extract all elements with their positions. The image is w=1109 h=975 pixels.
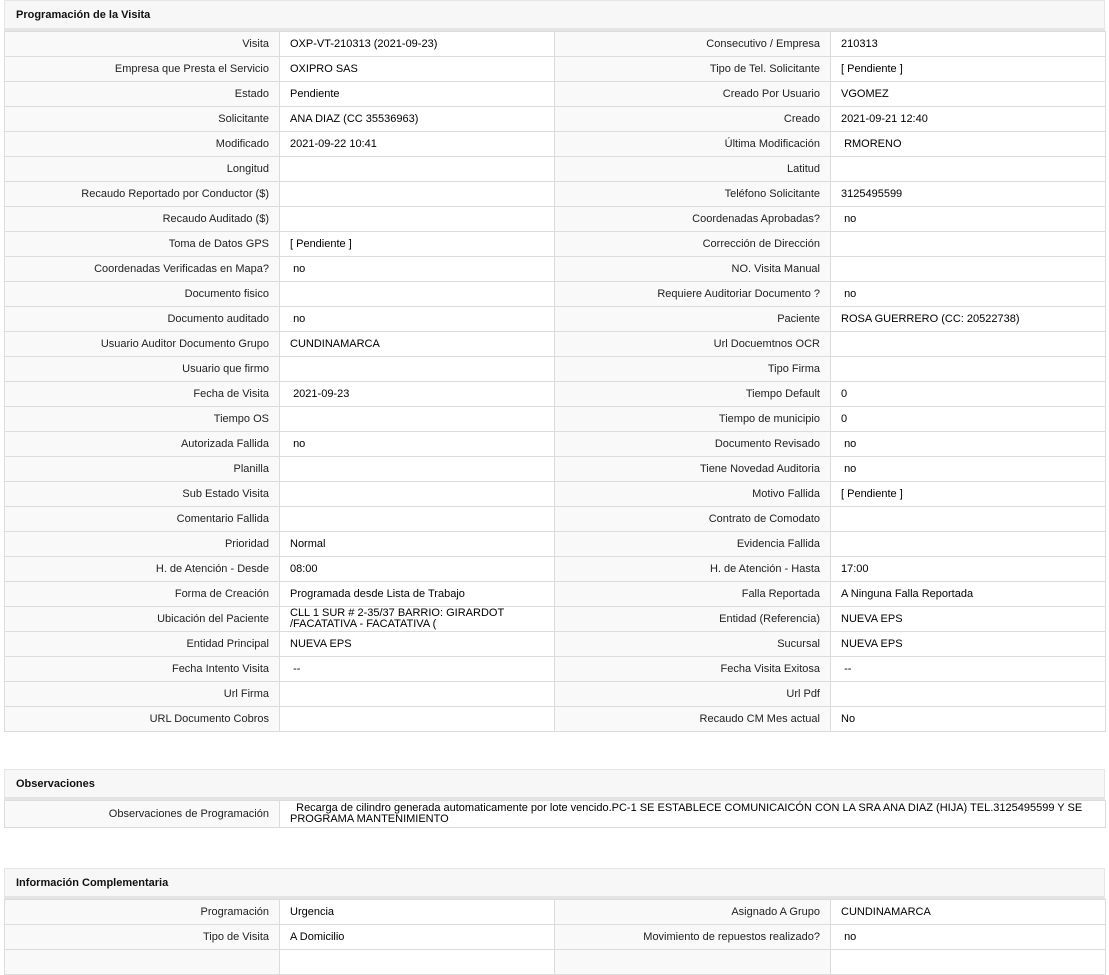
complementaria-header: Información Complementaria: [4, 868, 1105, 899]
field-label: NO. Visita Manual: [555, 257, 831, 282]
field-value: no: [831, 207, 1106, 232]
field-value: 2021-09-22 10:41: [280, 132, 555, 157]
field-value: --: [831, 657, 1106, 682]
field-label: H. de Atención - Hasta: [555, 557, 831, 582]
field-value: VGOMEZ: [831, 82, 1106, 107]
field-value: 0: [831, 382, 1106, 407]
table-row: [5, 682, 1106, 707]
table-row: [5, 432, 1106, 457]
field-value: [280, 207, 555, 232]
field-value: OXP-VT-210313 (2021-09-23): [280, 32, 555, 57]
field-value: 2021-09-21 12:40: [831, 107, 1106, 132]
field-value: no: [831, 925, 1106, 950]
field-value: ANA DIAZ (CC 35536963): [280, 107, 555, 132]
table-row: [5, 925, 1106, 950]
field-label: Tiempo de municipio: [555, 407, 831, 432]
field-value: No: [831, 707, 1106, 732]
field-value: Urgencia: [280, 900, 555, 925]
field-label: Prioridad: [5, 532, 280, 557]
field-value: A Domicilio: [280, 925, 555, 950]
field-value: [831, 257, 1106, 282]
field-label: Consecutivo / Empresa: [555, 32, 831, 57]
table-row: [5, 257, 1106, 282]
field-value: no: [280, 307, 555, 332]
table-row: [5, 657, 1106, 682]
field-value: Normal: [280, 532, 555, 557]
field-label: Falla Reportada: [555, 582, 831, 607]
table-row: [5, 707, 1106, 732]
field-value: 210313: [831, 32, 1106, 57]
field-label: [5, 950, 280, 975]
table-row: [5, 532, 1106, 557]
field-label: Movimiento de repuestos realizado?: [555, 925, 831, 950]
field-value: [831, 332, 1106, 357]
field-value: [280, 707, 555, 732]
field-value: CLL 1 SUR # 2-35/37 BARRIO: GIRARDOT /FACATATIVA - FACATATIVA (: [280, 607, 555, 632]
field-label: Documento Revisado: [555, 432, 831, 457]
field-label: Url Docuemtnos OCR: [555, 332, 831, 357]
field-label: Coordenadas Verificadas en Mapa?: [5, 257, 280, 282]
table-row: [5, 801, 1106, 828]
field-label: Evidencia Fallida: [555, 532, 831, 557]
field-label: Motivo Fallida: [555, 482, 831, 507]
field-label: Fecha Intento Visita: [5, 657, 280, 682]
field-label: Forma de Creación: [5, 582, 280, 607]
field-label: Entidad Principal: [5, 632, 280, 657]
field-label: Observaciones de Programación: [5, 801, 280, 828]
field-value: RMORENO: [831, 132, 1106, 157]
field-label: Requiere Auditoriar Documento ?: [555, 282, 831, 307]
field-label: Ubicación del Paciente: [5, 607, 280, 632]
field-value: CUNDINAMARCA: [831, 900, 1106, 925]
field-label: Recaudo Reportado por Conductor ($): [5, 182, 280, 207]
field-value: [280, 182, 555, 207]
field-label: Creado: [555, 107, 831, 132]
field-label: Usuario que firmo: [5, 357, 280, 382]
field-label: Longitud: [5, 157, 280, 182]
programacion-panel: [4, 0, 1105, 732]
field-label: Última Modificación: [555, 132, 831, 157]
table-row: [5, 132, 1106, 157]
table-row: [5, 282, 1106, 307]
field-label: Paciente: [555, 307, 831, 332]
field-value: NUEVA EPS: [280, 632, 555, 657]
table-row: [5, 582, 1106, 607]
field-value: [831, 507, 1106, 532]
table-row: [5, 632, 1106, 657]
field-label: Url Pdf: [555, 682, 831, 707]
table-row: [5, 307, 1106, 332]
field-value: [280, 282, 555, 307]
field-value: no: [831, 457, 1106, 482]
field-label: Tipo de Visita: [5, 925, 280, 950]
table-row: [5, 357, 1106, 382]
table-row: [5, 182, 1106, 207]
field-value: [ Pendiente ]: [831, 57, 1106, 82]
table-row: [5, 32, 1106, 57]
field-value: [831, 357, 1106, 382]
field-label: Planilla: [5, 457, 280, 482]
field-label: Teléfono Solicitante: [555, 182, 831, 207]
table-row: [5, 457, 1106, 482]
field-value: [280, 507, 555, 532]
field-value: [280, 482, 555, 507]
field-label: Tipo de Tel. Solicitante: [555, 57, 831, 82]
field-label: Solicitante: [5, 107, 280, 132]
field-label: Sub Estado Visita: [5, 482, 280, 507]
field-value: [280, 682, 555, 707]
table-row: [5, 232, 1106, 257]
field-value: ROSA GUERRERO (CC: 20522738): [831, 307, 1106, 332]
table-row: [5, 57, 1106, 82]
table-row: [5, 900, 1106, 925]
field-value: no: [831, 282, 1106, 307]
table-row: [5, 950, 1106, 975]
table-row: [5, 157, 1106, 182]
field-label: Empresa que Presta el Servicio: [5, 57, 280, 82]
complementaria-panel: [4, 868, 1105, 975]
field-label: Corrección de Dirección: [555, 232, 831, 257]
field-label: Comentario Fallida: [5, 507, 280, 532]
observaciones-value: Recarga de cilindro generada automaticamente por lote vencido.PC-1 SE ESTABLECE COMUNICAICÓN CON LA SRA ANA DIAZ (HIJA) TEL.3125495599 Y SE PROGRAMA MANTENIMIENTO: [280, 801, 1106, 828]
field-value: Pendiente: [280, 82, 555, 107]
field-value: 0: [831, 407, 1106, 432]
field-label: Estado: [5, 82, 280, 107]
observaciones-panel: [4, 769, 1105, 828]
field-value: [831, 950, 1106, 975]
field-value: [280, 457, 555, 482]
field-value: NUEVA EPS: [831, 607, 1106, 632]
field-label: Recaudo Auditado ($): [5, 207, 280, 232]
field-label: Asignado A Grupo: [555, 900, 831, 925]
field-value: [831, 532, 1106, 557]
table-row: [5, 557, 1106, 582]
field-value: OXIPRO SAS: [280, 57, 555, 82]
field-value: [280, 950, 555, 975]
field-label: Usuario Auditor Documento Grupo: [5, 332, 280, 357]
field-value: [831, 682, 1106, 707]
field-label: [555, 950, 831, 975]
field-value: 08:00: [280, 557, 555, 582]
field-value: Programada desde Lista de Trabajo: [280, 582, 555, 607]
field-value: [831, 157, 1106, 182]
field-label: URL Documento Cobros: [5, 707, 280, 732]
field-label: Coordenadas Aprobadas?: [555, 207, 831, 232]
field-label: Recaudo CM Mes actual: [555, 707, 831, 732]
field-label: Fecha Visita Exitosa: [555, 657, 831, 682]
field-label: Documento auditado: [5, 307, 280, 332]
field-value: 3125495599: [831, 182, 1106, 207]
field-label: Tiempo Default: [555, 382, 831, 407]
field-value: NUEVA EPS: [831, 632, 1106, 657]
field-label: Autorizada Fallida: [5, 432, 280, 457]
field-label: Documento fisico: [5, 282, 280, 307]
table-row: [5, 82, 1106, 107]
field-value: no: [280, 257, 555, 282]
field-label: Tipo Firma: [555, 357, 831, 382]
programacion-table: [4, 31, 1106, 732]
table-row: [5, 382, 1106, 407]
observaciones-table: [4, 800, 1106, 828]
table-row: [5, 207, 1106, 232]
field-value: [ Pendiente ]: [831, 482, 1106, 507]
field-label: Modificado: [5, 132, 280, 157]
field-value: [280, 157, 555, 182]
field-value: [280, 407, 555, 432]
field-label: Tiempo OS: [5, 407, 280, 432]
field-label: Creado Por Usuario: [555, 82, 831, 107]
field-label: Fecha de Visita: [5, 382, 280, 407]
field-label: Programación: [5, 900, 280, 925]
field-value: 17:00: [831, 557, 1106, 582]
field-value: no: [831, 432, 1106, 457]
table-row: [5, 482, 1106, 507]
table-row: [5, 332, 1106, 357]
field-value: [ Pendiente ]: [280, 232, 555, 257]
programacion-header: Programación de la Visita: [4, 0, 1105, 31]
field-label: Visita: [5, 32, 280, 57]
field-value: CUNDINAMARCA: [280, 332, 555, 357]
table-row: [5, 507, 1106, 532]
table-row: [5, 607, 1106, 632]
field-label: H. de Atención - Desde: [5, 557, 280, 582]
field-value: [280, 357, 555, 382]
field-value: 2021-09-23: [280, 382, 555, 407]
field-label: Url Firma: [5, 682, 280, 707]
field-label: Entidad (Referencia): [555, 607, 831, 632]
field-label: Contrato de Comodato: [555, 507, 831, 532]
observaciones-header: Observaciones: [4, 769, 1105, 800]
field-value: A Ninguna Falla Reportada: [831, 582, 1106, 607]
field-value: no: [280, 432, 555, 457]
field-label: Latitud: [555, 157, 831, 182]
field-value: --: [280, 657, 555, 682]
field-label: Sucursal: [555, 632, 831, 657]
field-value: [831, 232, 1106, 257]
table-row: [5, 407, 1106, 432]
field-label: Toma de Datos GPS: [5, 232, 280, 257]
field-label: Tiene Novedad Auditoria: [555, 457, 831, 482]
table-row: [5, 107, 1106, 132]
